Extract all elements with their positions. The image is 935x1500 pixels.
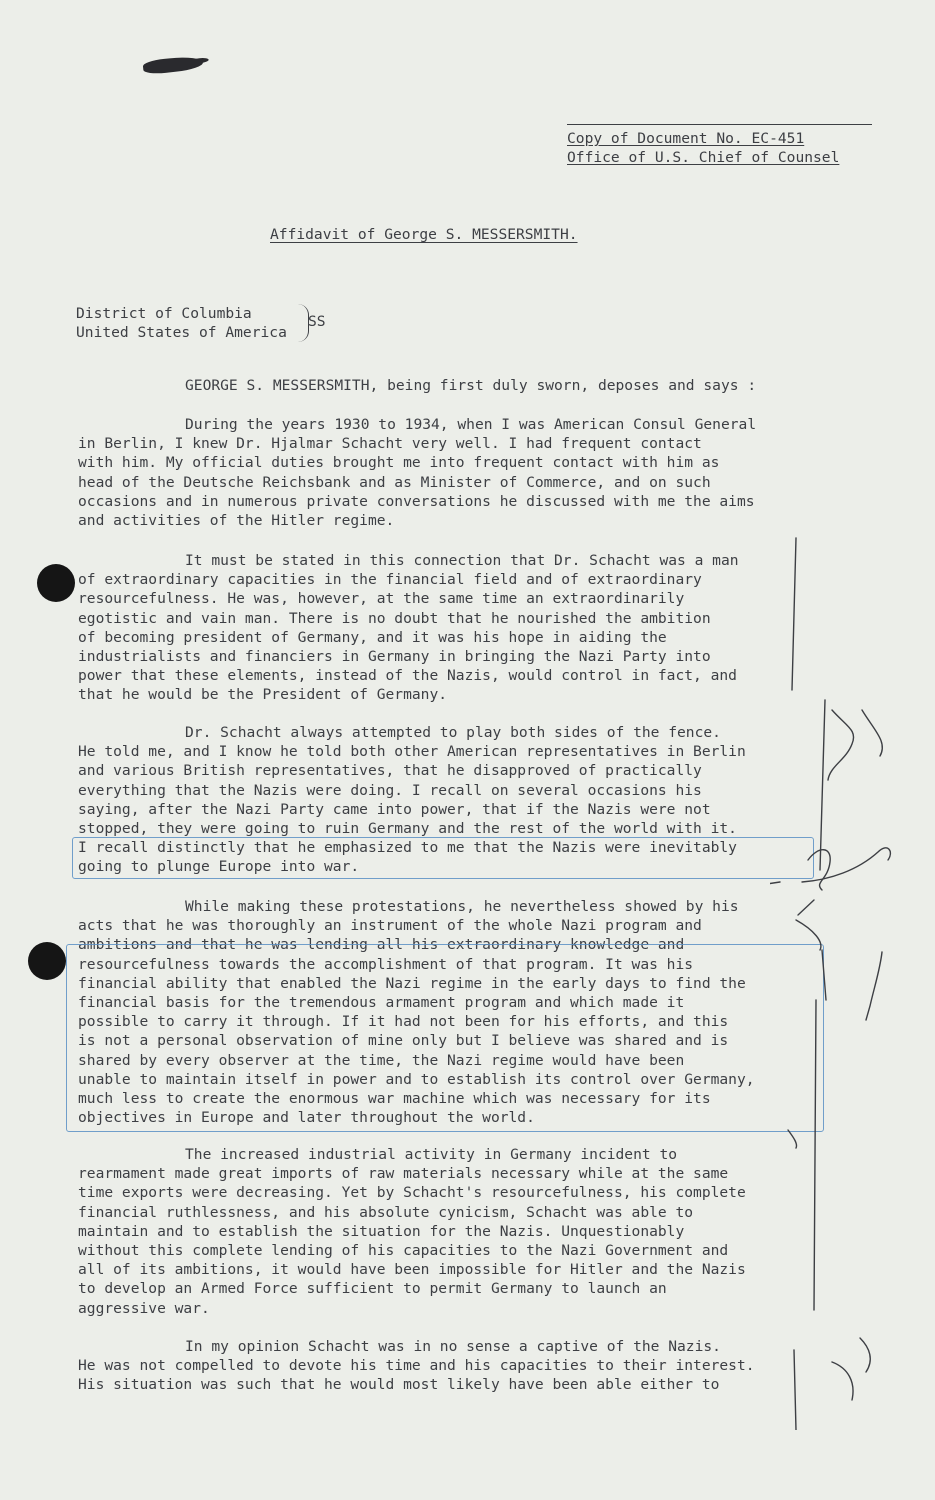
margin-line-3 [822, 950, 826, 1000]
paragraph-line: everything that the Nazis were doing. I recall on several occasions his [78, 781, 702, 799]
paragraph-line: and various British representatives, that he disapproved of practically [78, 762, 702, 780]
paragraph-line: much less to create the enormous war machine which was necessary for its [78, 1090, 711, 1108]
venue-block [76, 304, 326, 342]
paragraph-line: ambitions and that he was lending all his extraordinary knowledge and [78, 936, 685, 954]
venue-line-1: District of Columbia [76, 305, 252, 322]
paragraph-line: stopped, they were going to ruin Germany and the rest of the world with it. [78, 820, 737, 838]
paragraph-line: head of the Deutsche Reichsbank and as Minister of Commerce, and on such [78, 473, 711, 491]
paragraph-line: Dr. Schacht always attempted to play both sides of the fence. [185, 724, 721, 741]
paragraph-line: occasions and in numerous private conversations he discussed with me the aims [78, 492, 755, 510]
margin-scribble-3 [808, 850, 830, 890]
paragraph-line: While making these protestations, he nevertheless showed by his [185, 898, 739, 915]
paragraph-line: that he would be the President of Germany. [78, 686, 448, 704]
paragraph-line: industrialists and financiers in Germany in bringing the Nazi Party into [78, 648, 711, 666]
paragraph-line: egotistic and vain man. There is no doubt that he nourished the ambition [78, 609, 711, 627]
margin-scribble-5 [796, 920, 821, 950]
paragraph-line: power that these elements, instead of the Nazis, would control in fact, and [78, 667, 737, 685]
paragraph-line: financial ruthlessness, and his absolute cynicism, Schacht was able to [78, 1203, 694, 1221]
paragraph-line: I recall distinctly that he emphasized to me that the Nazis were inevitably [78, 839, 737, 857]
venue-ss: SS [308, 313, 326, 330]
margin-dash [770, 882, 780, 885]
margin-scribble-6 [866, 952, 882, 1020]
blue-highlight-box [72, 837, 814, 879]
paragraph-line: without this complete lending of his capacities to the Nazi Government and [78, 1242, 729, 1260]
paragraph-line: objectives in Europe and later throughout the world. [78, 1109, 535, 1127]
paragraph-line: maintain and to establish the situation for the Nazis. Unquestionably [78, 1222, 685, 1240]
paragraph-6 [78, 1337, 838, 1395]
paragraph-line: and activities of the Hitler regime. [78, 512, 395, 530]
paragraph-line: is not a personal observation of mine only but I believe was shared and is [78, 1032, 729, 1050]
paragraph-line: The increased industrial activity in Germany incident to [185, 1146, 678, 1163]
paragraph-line: financial basis for the tremendous armament program and which made it [78, 994, 685, 1012]
margin-line-1 [792, 538, 796, 690]
margin-scribble-8 [832, 1362, 853, 1400]
margin-annotations [770, 530, 930, 1430]
copy-line: Copy of Document No. EC-451 [567, 130, 805, 147]
paragraph-line: all of its ambitions, it would have been impossible for Hitler and the Nazis [78, 1261, 746, 1279]
opening-statement: GEORGE S. MESSERSMITH, being first duly sworn, deposes and says : [185, 377, 757, 394]
paragraph-line: aggressive war. [78, 1299, 210, 1317]
paragraph-line: rearmament made great imports of raw materials necessary while at the same [78, 1165, 729, 1183]
margin-line-4 [814, 1000, 816, 1310]
ink-smudge [142, 55, 203, 75]
document-reference [567, 124, 872, 167]
paragraph-line: of extraordinary capacities in the financial field and of extraordinary [78, 571, 702, 589]
paragraph-line: with him. My official duties brought me into frequent contact with him as [78, 454, 720, 472]
paragraph-line: resourcefulness towards the accomplishment of that program. It was his [78, 955, 694, 973]
paragraph-line: In my opinion Schacht was in no sense a captive of the Nazis. [185, 1338, 721, 1355]
paragraph-1 [78, 415, 838, 530]
paragraph-line: During the years 1930 to 1934, when I was American Consul General [185, 416, 757, 433]
paragraph-line: financial ability that enabled the Nazi regime in the early days to find the [78, 974, 746, 992]
paragraph-5 [78, 1145, 838, 1318]
paragraph-line: acts that he was thoroughly an instrument of the whole Nazi program and [78, 917, 702, 935]
paragraph-line: resourcefulness. He was, however, at the same time an extraordinarily [78, 590, 685, 608]
paragraph-line: in Berlin, I knew Dr. Hjalmar Schacht very well. I had frequent contact [78, 435, 702, 453]
punch-hole-top [37, 564, 75, 602]
paragraph-line: to develop an Armed Force sufficient to permit Germany to launch an [78, 1280, 667, 1298]
paragraph-line: shared by every observer at the time, the Nazi regime would have been [78, 1051, 685, 1069]
paragraph-line: going to plunge Europe into war. [78, 858, 360, 876]
paragraph-line: He told me, and I know he told both other American representatives in Berlin [78, 743, 746, 761]
punch-hole-bottom [28, 942, 66, 980]
margin-line-2 [820, 700, 825, 870]
margin-tick [798, 900, 814, 915]
office-line: Office of U.S. Chief of Counsel [567, 149, 840, 166]
margin-scribble-1 [828, 710, 854, 780]
margin-line-5 [794, 1350, 796, 1430]
margin-scribble-7 [860, 1338, 870, 1372]
paragraph-line: saying, after the Nazi Party came into power, that if the Nazis were not [78, 800, 711, 818]
blue-highlight-box [66, 944, 824, 1132]
document-title: Affidavit of George S. MESSERSMITH. [270, 226, 578, 243]
paragraph-line: It must be stated in this connection that Dr. Schacht was a man [185, 552, 739, 569]
margin-scribble-2 [862, 710, 882, 756]
paragraph-line: of becoming president of Germany, and it was his hope in aiding the [78, 628, 667, 646]
paragraph-line: unable to maintain itself in power and to establish its control over Germany, [78, 1070, 755, 1088]
paragraph-line: possible to carry it through. If it had not been for his efforts, and this [78, 1013, 729, 1031]
paragraph-line: He was not compelled to devote his time and his capacities to their interest. [78, 1357, 755, 1375]
paragraph-2 [78, 551, 838, 705]
venue-line-2: United States of America [76, 324, 287, 341]
paragraph-line: His situation was such that he would most likely have been able either to [78, 1376, 720, 1394]
paragraph-line: time exports were decreasing. Yet by Schacht's resourcefulness, his complete [78, 1184, 746, 1202]
margin-hook [788, 1130, 797, 1148]
